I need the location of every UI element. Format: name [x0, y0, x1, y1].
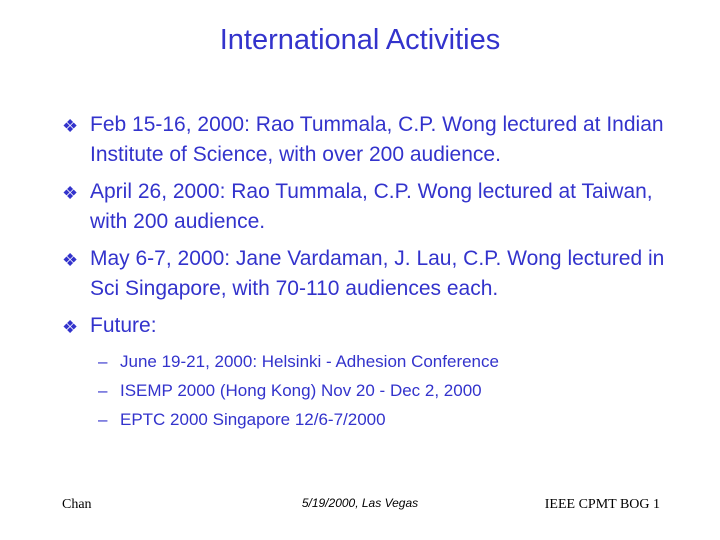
footer-date-location: 5/19/2000, Las Vegas: [301, 496, 419, 510]
sub-bullet-text: June 19-21, 2000: Helsinki - Adhesion Conference: [120, 352, 499, 371]
sub-bullet-list: [90, 347, 672, 434]
slide-title: International Activities: [219, 24, 501, 56]
bullet-item: [62, 311, 672, 434]
diamond-bullet-icon: ❖: [62, 250, 79, 270]
dash-bullet-icon: –: [98, 352, 108, 371]
bullet-item: [62, 110, 672, 170]
dash-bullet-icon: –: [98, 410, 108, 429]
footer-author: Chan: [62, 497, 92, 512]
diamond-bullet-icon: ❖: [62, 183, 79, 203]
bullet-text: May 6-7, 2000: Jane Vardaman, J. Lau, C.P. Wong lectured in Sci Singapore, with 70-110 audiences each.: [90, 247, 665, 300]
sub-bullet-item: [90, 376, 672, 405]
bullet-text: Future:: [90, 314, 157, 337]
diamond-bullet-icon: ❖: [62, 317, 79, 337]
footer-page-label: IEEE CPMT BOG 1: [544, 497, 660, 512]
dash-bullet-icon: –: [98, 381, 108, 400]
sub-bullet-text: EPTC 2000 Singapore 12/6-7/2000: [120, 410, 386, 429]
bullet-item: [62, 177, 672, 237]
sub-bullet-text: ISEMP 2000 (Hong Kong) Nov 20 - Dec 2, 2000: [120, 381, 482, 400]
bullet-text: April 26, 2000: Rao Tummala, C.P. Wong lectured at Taiwan, with 200 audience.: [90, 180, 653, 233]
bullet-list: [62, 110, 672, 441]
sub-bullet-item: [90, 405, 672, 434]
bullet-item: [62, 244, 672, 304]
bullet-text: Feb 15-16, 2000: Rao Tummala, C.P. Wong lectured at Indian Institute of Science, with over 200 audience.: [90, 113, 664, 166]
sub-bullet-item: [90, 347, 672, 376]
diamond-bullet-icon: ❖: [62, 116, 79, 136]
